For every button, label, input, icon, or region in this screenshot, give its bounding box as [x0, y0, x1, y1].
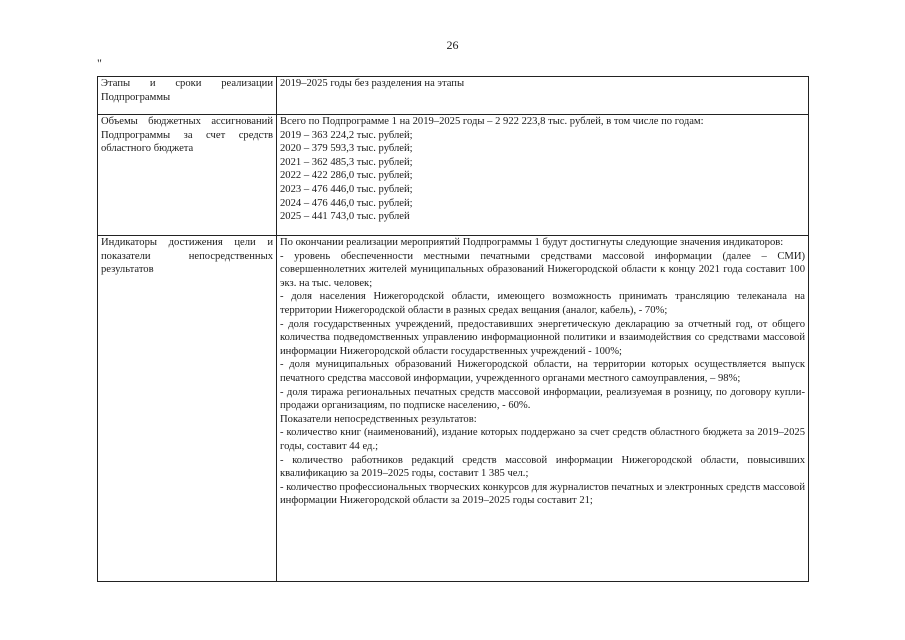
indicator-item-energy-declaration: - доля государственных учреждений, предоставивших энергетическую декларацию за отчетный год, от общего количества подведомственных управлению информационной политики и взаимодействия со средствами массовой информации Нижегородской области государственных учреждений - 100%; [280, 318, 805, 357]
budget-line-2021: 2021 – 362 485,3 тыс. рублей; [280, 156, 413, 168]
stages-label: Этапы и сроки реализации Подпрограммы [98, 77, 277, 115]
budget-line-2025: 2025 – 441 743,0 тыс. рублей [280, 211, 410, 223]
indicators-value [277, 236, 809, 582]
indicator-item-retail-circulation: - доля тиража региональных печатных средств массовой информации, реализуемая в розницу, по договору купли-продажи организациям, по подписке населению, - 60%. [280, 386, 805, 412]
result-item-training: - количество работников редакций средств массовой информации Нижегородской области, повысивших квалификацию за 2019–2025 годы, составит 1 385 чел.; [280, 454, 805, 480]
page-number: 26 [446, 38, 459, 52]
budget-line-2022: 2022 – 422 286,0 тыс. рублей; [280, 170, 413, 182]
indicators-label: Индикаторы достижения цели и показатели непосредственных результатов [98, 236, 277, 582]
budget-line-2023: 2023 – 476 446,0 тыс. рублей; [280, 183, 413, 195]
direct-results-heading: Показатели непосредственных результатов: [280, 413, 477, 425]
result-item-books: - количество книг (наименований), издание которых поддержано за счет средств областного бюджета за 2019–2025 годы, составит 44 ед.; [280, 427, 805, 452]
stages-value: 2019–2025 годы без разделения на этапы [277, 77, 809, 115]
budget-line-2020: 2020 – 379 593,3 тыс. рублей; [280, 143, 413, 155]
budget-line-2019: 2019 – 363 224,2 тыс. рублей; [280, 129, 413, 141]
budget-line-total: Всего по Подпрограмме 1 на 2019–2025 годы – 2 922 223,8 тыс. рублей, в том числе по годам: [280, 116, 704, 127]
result-item-contests: - количество профессиональных творческих конкурсов для журналистов печатных и электронных средств массовой информации Нижегородской области за 2019–2025 годы составит 21; [280, 481, 805, 507]
indicator-item-media-coverage: - уровень обеспеченности местными печатными средствами массовой информации (далее – СМИ) совершеннолетних жителей муниципальных образований Нижегородской области к концу 2021 года составит 100 экз. на тыс. человек; [280, 250, 805, 289]
budget-value [277, 115, 809, 236]
budget-line-2024: 2024 – 476 446,0 тыс. рублей; [280, 197, 413, 209]
budget-label: Объемы бюджетных ассигнований Подпрограммы за счет средств областного бюджета [98, 115, 277, 236]
table-row-budget [98, 115, 809, 236]
quote-mark: " [97, 56, 102, 70]
indicator-item-tv-reception: - доля населения Нижегородской области, имеющего возможность принимать трансляцию телеканала на территории Нижегородской области в разных средах вещания (аналог, кабель), - 70%; [280, 291, 805, 316]
table-row-stages [98, 77, 809, 115]
indicators-intro: По окончании реализации мероприятий Подпрограммы 1 будут достигнуты следующие значения индикаторов: [280, 237, 784, 248]
subprogram-passport-table [97, 76, 809, 582]
table-row-indicators [98, 236, 809, 582]
indicator-item-municipal-press: - доля муниципальных образований Нижегородской области, на территории которых осуществляется выпуск печатного средства массовой информации, учрежденного органами местного самоуправления, – 98%; [280, 359, 805, 384]
